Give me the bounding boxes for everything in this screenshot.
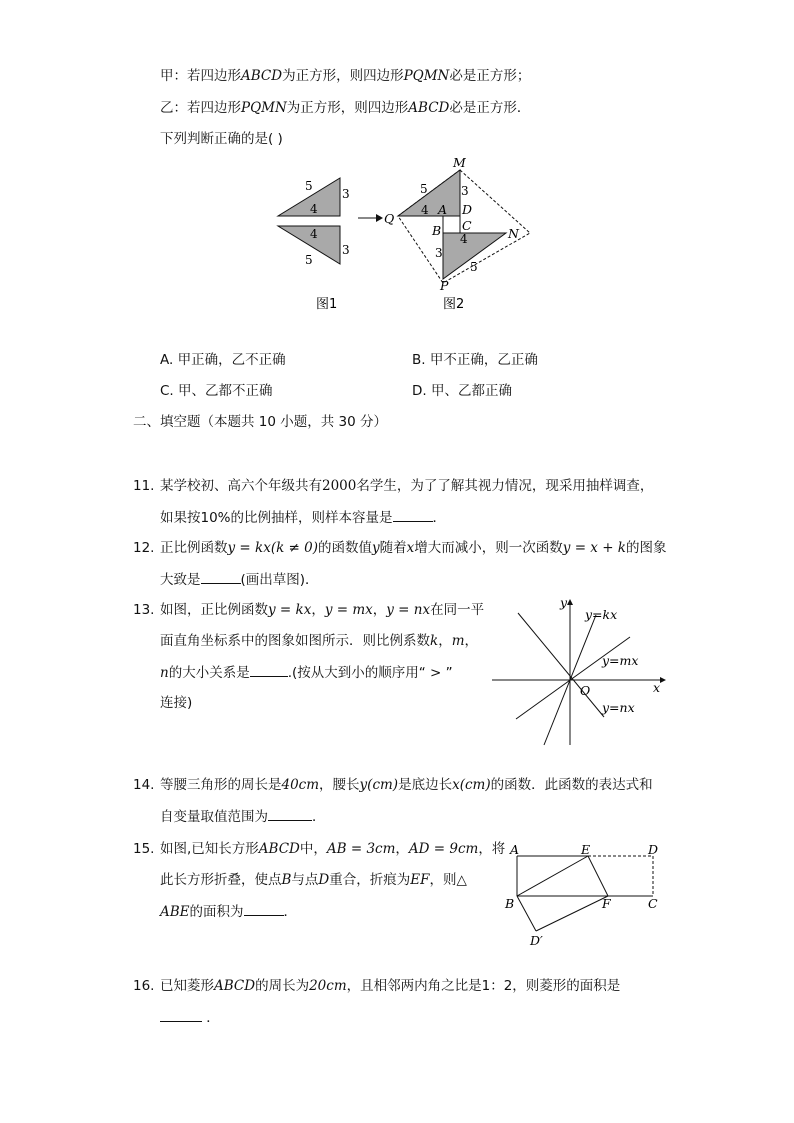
q15-line3: ABE的面积为 ． (160, 901, 297, 922)
q15-number: 15. (133, 841, 155, 857)
answer-blank[interactable] (160, 1007, 202, 1022)
figure-1-and-2 (270, 150, 550, 320)
q16-line2: ． (160, 1007, 220, 1028)
option-a[interactable]: A. 甲正确，乙不正确 (160, 352, 286, 368)
graph-y-label: y (560, 595, 568, 610)
label-p: P (440, 278, 449, 293)
answer-blank[interactable] (250, 662, 288, 677)
q13-line2: 面直角坐标系中的图象如图所示．则比例系数k，m， (160, 633, 478, 649)
fig1-caption: 图1 (316, 297, 338, 312)
fig15-label-a: A (510, 842, 520, 857)
q13-number: 13. (133, 602, 155, 618)
statement-jia: 甲：若四边形ABCD为正方形，则四边形PQMN必是正方形； (160, 68, 531, 84)
option-d[interactable]: D. 甲、乙都正确 (412, 383, 512, 399)
q15-figure (500, 838, 670, 953)
answer-blank[interactable] (201, 569, 241, 584)
section-title: 二、填空题（本题共 10 小题，共 30 分） (133, 414, 388, 430)
graph-line-k: y=kx (585, 607, 618, 622)
graph-x-label: x (653, 680, 661, 695)
q12-number: 12. (133, 540, 155, 556)
q15-line2: 此长方形折叠，使点B与点D重合，折痕为EF，则△ (160, 872, 467, 888)
label-d: D (462, 202, 473, 217)
q16-number: 16. (133, 978, 155, 994)
q13-line3: n的大小关系是 .(按从大到小的顺序用“ > ” (160, 662, 453, 683)
option-c[interactable]: C. 甲、乙都不正确 (160, 383, 273, 399)
answer-blank[interactable] (244, 901, 284, 916)
label-m: M (453, 155, 466, 170)
q13-graph (490, 595, 670, 750)
fig1-top-leg-h: 4 (310, 202, 318, 216)
label-b: B (432, 223, 442, 238)
q14-line1: 等腰三角形的周长是40cm，腰长y(cm)是底边长x(cm)的函数．此函数的表达式和 (160, 777, 653, 793)
q12-line1: 正比例函数y = kx(k ≠ 0)的函数值y随着x增大而减小，则一次函数y = x + k的图象 (160, 540, 667, 556)
q13-line4: 连接) (160, 695, 193, 711)
fig2-c4: 4 (460, 232, 468, 246)
q14-number: 14. (133, 777, 155, 793)
q15-line1: 如图,已知长方形ABCD中，AB = 3cm，AD = 9cm，将 (160, 841, 506, 857)
graph-line-m: y=mx (602, 653, 639, 668)
fig2-b3: 3 (435, 246, 443, 260)
question-prompt: 下列判断正确的是( ) (160, 131, 283, 147)
fig1-bot-leg-h: 4 (310, 227, 318, 241)
label-q: Q (384, 211, 395, 226)
q13-line1: 如图，正比例函数y = kx，y = mx，y = nx在同一平 (160, 602, 485, 618)
fig1-top-hyp: 5 (305, 179, 313, 193)
option-b[interactable]: B. 甲不正确，乙正确 (412, 352, 538, 368)
fig1-top-leg-v: 3 (342, 187, 350, 201)
q16-line1: 已知菱形ABCD的周长为20cm，且相邻两内角之比是1：2，则菱形的面积是 (160, 978, 621, 994)
q11-line2: 如果按10%的比例抽样，则样本容量是 ． (160, 507, 446, 528)
answer-blank[interactable] (268, 806, 312, 821)
graph-line-n: y=nx (602, 700, 635, 715)
fig15-label-b: B (505, 896, 515, 911)
label-n: N (508, 226, 519, 241)
q12-line2: 大致是 (画出草图)． (160, 569, 319, 590)
label-c: C (462, 218, 472, 233)
q11-number: 11. (133, 478, 155, 494)
label-a: A (438, 202, 448, 217)
fig2-q4: 4 (421, 203, 429, 217)
answer-blank[interactable] (393, 507, 433, 522)
fig15-label-e: E (581, 842, 591, 857)
fig1-bot-leg-v: 3 (342, 243, 350, 257)
fig2-caption: 图2 (443, 297, 465, 312)
graph-origin-label: O (580, 683, 591, 698)
fig15-label-dprime: D′ (530, 933, 543, 948)
fig15-label-c: C (648, 896, 658, 911)
fig2-n5: 5 (470, 260, 478, 274)
fig2-m3: 3 (461, 184, 469, 198)
fig15-label-d: D (648, 842, 659, 857)
q11-line1: 某学校初、高六个年级共有2000名学生，为了了解其视力情况，现采用抽样调查， (160, 478, 654, 494)
fig1-bot-hyp: 5 (305, 253, 313, 267)
fig2-qm: 5 (420, 182, 428, 196)
q14-line2: 自变量取值范围为 ． (160, 806, 326, 827)
statement-yi: 乙：若四边形PQMN为正方形，则四边形ABCD必是正方形． (160, 100, 531, 116)
fig15-label-f: F (602, 896, 611, 911)
